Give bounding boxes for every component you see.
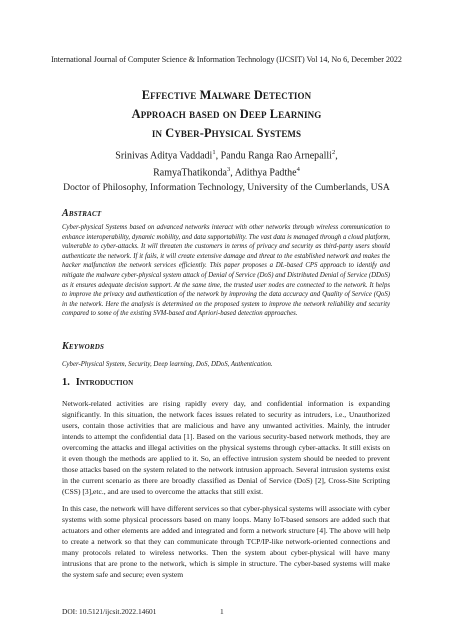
author-separator: ,: [230, 167, 235, 179]
author-line: [0, 163, 453, 180]
section-number: 1.: [62, 377, 70, 388]
author-affiliation-mark: 4: [296, 166, 300, 174]
author-name: RamyaThatikonda: [153, 167, 227, 179]
journal-header: International Journal of Computer Science & Information Technology (IJCSIT) Vol 14, No 6, December 2022: [51, 55, 402, 64]
title-line: Effective Malware Detection: [141, 88, 312, 102]
author-affiliation-mark: 1: [212, 149, 216, 156]
author-name: Srinivas Aditya Vaddadi: [115, 150, 213, 162]
page-number: 1: [220, 607, 224, 616]
section-title: Introduction: [75, 377, 134, 388]
author-affiliation-mark: 2: [331, 149, 336, 156]
intro-paragraph-2: In this case, the network will have different services so that cyber-physical systems will associate with cyber systems with some physical processors based on many loops. Many IoT-based sensors are added such that actuators and other elements are added and integrated and form a network structure [4]. The above will help to create a network so that they can communicate through TCP/IP-like network-oriented connections and many protocols related to wireless networks. Then the system about cyber-physical will have many intrusions that are prone to the network, which is simple in structure. The cyber-based systems will make the system safe and secure; even system: [62, 504, 390, 580]
title-line: Approach based on Deep Learning: [131, 107, 322, 121]
affiliation: Doctor of Philosophy, Information Technology, University of the Cumberlands, USA: [63, 182, 390, 193]
abstract-heading: Abstract: [62, 208, 102, 219]
author-name: Pandu Ranga Rao Arnepalli: [220, 150, 332, 162]
author-line: [0, 146, 453, 163]
intro-paragraph-1: Network-related activities are rising rapidly every day, and confidential information is expanding significantly. In this situation, the network faces issues related to security as intruders, i.e., Unauthorized users, contain those activities that are malicious and have any unwanted activities. Mainly, the intruder intends to attempt the confidential data [1]. Based on the various security-based network methods, they are overcoming the attacks and illegal activities on the physical systems through cyber-attacks. It still exists on it even though the methods are applied to it. So, an effective intrusion system should be needed to prevent those attacks based on the system related to the network intrusion approach. Several intrusion systems exist in the current scenario as there are broadly classified as Denial of Service (DoS) [2], Cross-Site Scripting (CSS) [3],etc., and are used to overcome the attacks that still exist.: [62, 399, 390, 497]
doi-footer: DOI: 10.5121/ijcsit.2022.14601: [62, 607, 157, 616]
paper-title: [0, 86, 453, 143]
author-list: [0, 146, 453, 181]
title-line: in Cyber-Physical Systems: [151, 126, 302, 140]
author-separator: ,: [335, 150, 338, 162]
introduction-heading: [62, 377, 133, 388]
abstract-text: Cyber-physical Systems based on advanced networks interact with other networks through wireless communication to enhance interoperability, dynamic mobility, and data supportability. The vast data is managed through a cloud platform, vulnerable to cyber-attacks. It will threaten the customers in terms of privacy and security as third-party users should authenticate the network. If it fails, it will create extensive damage and threat to the established network and makes the hacker malfunction the network services efficiently. This paper proposes a DL-based CPS approach to identify and mitigate the malware cyber-physical system attack of Denial of Service (DoS) and Distributed Denial of Service (DDoS) as it ensures adequate decision support. At the same time, the trusted user nodes are connected to the network. It helps to improve the privacy and authentication of the network by improving the data accuracy and Quality of Service (QoS) in the network. Here the analysis is determined on the proposed system to improve the network reliability and security compared to some of the existing SVM-based and Apriori-based detection approaches.: [62, 224, 390, 318]
author-affiliation-mark: 3: [226, 166, 231, 174]
author-name: Adithya Padthe: [234, 167, 297, 179]
keywords-heading: Keywords: [62, 341, 105, 352]
author-separator: ,: [215, 150, 221, 162]
keywords-text: Cyber-Physical System, Security, Deep learning, DoS, DDoS, Authentication.: [62, 361, 273, 368]
